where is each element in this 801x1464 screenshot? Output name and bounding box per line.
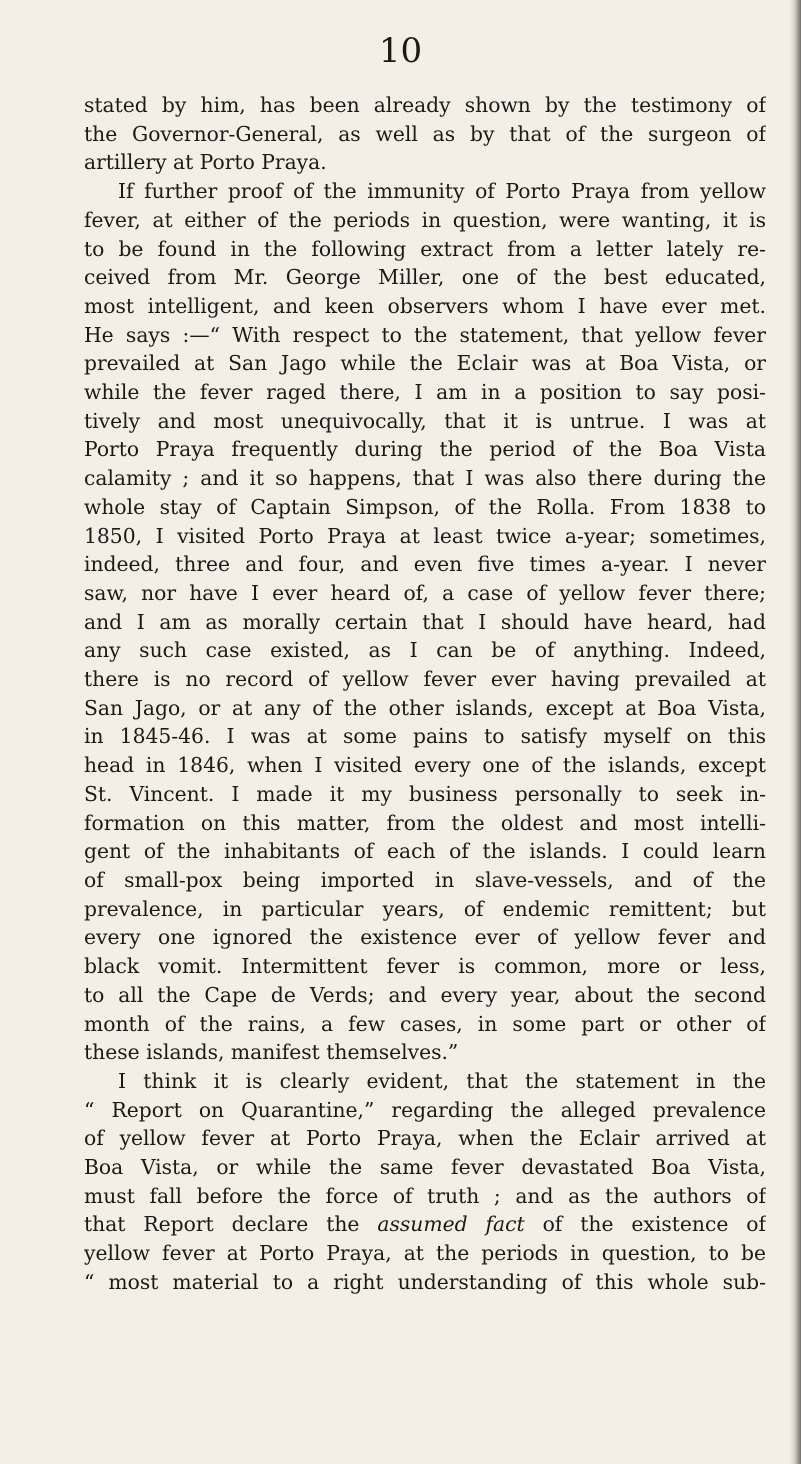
text-line-40	[84, 1210, 766, 1239]
body-text	[84, 91, 766, 1297]
text-line-35: I think it is clearly evident, that the statement in the	[118, 1068, 766, 1093]
text-line-15: whole stay of Captain Simpson, of the Rolla. From 1838 to	[84, 494, 766, 519]
assumed-fact-italic: assumed fact	[377, 1212, 525, 1237]
text-line-14: calamity ; and it so happens, that I was also there during the	[84, 466, 766, 491]
text-line-3: artillery at Porto Praya.	[84, 150, 327, 175]
text-line-7: ceived from Mr. George Miller, one of the best educated,	[84, 265, 766, 290]
text-line-37: of yellow fever at Porto Praya, when the Eclair arrived at	[84, 1126, 766, 1151]
text-line-19: and I am as morally certain that I should have heard, had	[84, 609, 766, 634]
text-line-23: in 1845-46. I was at some pains to satisfy myself on this	[84, 724, 766, 749]
text-line-4: If further proof of the immunity of Porto Praya from yellow	[118, 179, 766, 204]
text-line-8: most intelligent, and keen observers whom I have ever met.	[84, 293, 766, 318]
text-line-17: indeed, three and four, and even five times a-year. I never	[84, 552, 766, 577]
text-line-1: stated by him, has been already shown by the testimony of	[84, 93, 766, 117]
italic-line-before: that Report declare the	[84, 1212, 378, 1237]
text-line-41: yellow fever at Porto Praya, at the periods in question, to be	[84, 1241, 766, 1266]
text-line-10: prevailed at San Jago while the Eclair was at Boa Vista, or	[84, 351, 766, 376]
text-line-29: prevalence, in particular years, of endemic remittent; but	[84, 896, 766, 921]
text-line-39: must fall before the force of truth ; and as the authors of	[84, 1183, 766, 1208]
italic-line-after: of the existence of	[524, 1212, 766, 1237]
text-line-34: these islands, manifest themselves.”	[84, 1040, 459, 1065]
text-line-31: black vomit. Intermittent fever is common, more or less,	[84, 954, 766, 979]
text-line-6: to be found in the following extract from a letter lately re-	[84, 236, 766, 261]
text-line-27: gent of the inhabitants of each of the islands. I could learn	[84, 839, 766, 864]
text-line-12: tively and most unequivocally, that it is untrue. I was at	[84, 408, 766, 433]
text-line-24: head in 1846, when I visited every one of the islands, except	[84, 753, 766, 778]
text-line-25: St. Vincent. I made it my business personally to seek in-	[84, 781, 766, 806]
text-line-11: while the fever raged there, I am in a position to say posi-	[84, 380, 766, 405]
text-line-21: there is no record of yellow fever ever having prevailed at	[84, 667, 766, 692]
text-line-30: every one ignored the existence ever of yellow fever and	[84, 925, 766, 950]
text-line-36: “ Report on Quarantine,” regarding the alleged prevalence	[84, 1097, 766, 1122]
text-line-13: Porto Praya frequently during the period of the Boa Vista	[84, 437, 766, 462]
page-edge-shadow	[789, 0, 801, 1464]
text-line-38: Boa Vista, or while the same fever devastated Boa Vista,	[84, 1155, 766, 1180]
text-line-5: fever, at either of the periods in question, were wanting, it is	[84, 207, 766, 232]
page-number: 10	[378, 31, 423, 71]
text-line-2: the Governor-General, as well as by that of the surgeon of	[84, 121, 766, 146]
text-line-20: any such case existed, as I can be of anything. Indeed,	[84, 638, 766, 663]
text-line-33: month of the rains, a few cases, in some part or other of	[84, 1011, 766, 1036]
text-line-22: San Jago, or at any of the other islands, except at Boa Vista,	[84, 695, 766, 720]
text-line-26: formation on this matter, from the oldest and most intelli-	[84, 810, 766, 835]
text-line-42: “ most material to a right understanding of this whole sub-	[84, 1269, 766, 1294]
text-line-9: He says :—“ With respect to the statement, that yellow fever	[84, 322, 766, 347]
text-line-16: 1850, I visited Porto Praya at least twice a-year; sometimes,	[84, 523, 766, 548]
text-line-28: of small-pox being imported in slave-vessels, and of the	[84, 867, 766, 892]
text-line-32: to all the Cape de Verds; and every year, about the second	[84, 982, 766, 1007]
text-line-18: saw, nor have I ever heard of, a case of yellow fever there;	[84, 580, 766, 605]
